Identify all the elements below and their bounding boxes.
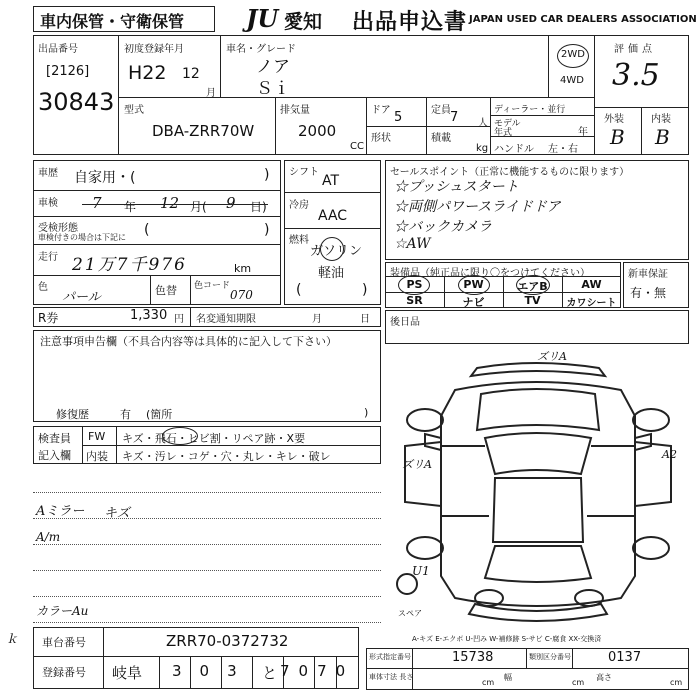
model-value: DBA-ZRR70W — [152, 122, 255, 140]
inspector-label-1: 検査員 — [38, 432, 71, 445]
model-year-unit: 年 — [578, 127, 588, 138]
mileage-label: 走行 — [38, 252, 58, 263]
ju-logo-mark: JU — [246, 4, 279, 33]
model-year-label: モデル年式 — [494, 119, 521, 138]
handwritten-note-mirror: Aミラー — [36, 504, 85, 519]
type-number: 15738 — [452, 650, 494, 665]
recycle-unit: 円 — [174, 314, 184, 325]
inspection-day: 9 — [226, 194, 236, 212]
car-grade: Ｓｉ — [256, 79, 290, 99]
color-value: パール — [62, 290, 101, 305]
height-label: 高さ — [596, 673, 612, 682]
drive-4wd: 4WD — [560, 75, 584, 86]
sales-point-1: ☆プッシュスタート — [394, 179, 519, 195]
storage-title-box — [33, 6, 215, 32]
shape-label: 形状 — [371, 133, 391, 144]
first-reg-label: 初度登録年月 — [124, 44, 184, 55]
handwritten-note-color: カラーAu — [36, 604, 89, 618]
color-label: 色 — [38, 282, 48, 293]
engine-label: 排気量 — [280, 105, 310, 116]
plate-label: 登録番号 — [42, 666, 86, 679]
warranty-label: 新車保証 — [628, 269, 668, 280]
shift-value: AT — [322, 173, 340, 189]
after-day-block — [385, 310, 689, 344]
plate-kana: と — [262, 664, 278, 682]
score-label: 評価点 — [614, 44, 656, 55]
recycle-label: R券 — [38, 311, 59, 325]
association-name: JAPAN USED CAR DEALERS ASSOCIATION — [469, 14, 697, 25]
repair-history-value: 有 — [120, 408, 131, 421]
sales-point-3: ☆バックカメラ — [394, 219, 492, 235]
spare-tire-label: スペア — [398, 609, 422, 618]
exterior-grade: B — [610, 125, 625, 149]
interior-items: キズ・汚レ・コゲ・穴・丸レ・キレ・破レ — [122, 450, 331, 463]
name-change-label: 名変通知期限 — [196, 314, 256, 325]
sales-points-label: セールスポイント（正常に機能するものに限ります） — [390, 167, 630, 178]
fuel-open: ( — [296, 282, 302, 298]
interior-grade: B — [655, 125, 670, 149]
class-number: 0137 — [608, 650, 642, 665]
diagram-note-bottom-left: U1 — [412, 564, 430, 578]
ac-value: AAC — [318, 208, 348, 224]
repair-place: (箇所 — [146, 408, 173, 421]
handwritten-note-k: ｋ — [6, 632, 19, 646]
plate-region: 岐阜 — [112, 664, 143, 682]
color-change-label: 色替 — [155, 284, 177, 297]
equip-pw-circle — [458, 275, 490, 295]
drive-2wd: 2WD — [561, 49, 585, 60]
first-reg-year: H22 — [128, 62, 167, 84]
inspection-month: 12 — [160, 194, 180, 212]
listing-number: 30843 — [38, 88, 115, 116]
equip-airbag-circle — [516, 275, 550, 295]
listing-bracket-number: [2126] — [46, 64, 90, 79]
interior-label: 内装 — [651, 114, 671, 125]
diagram-note-top: ズリA — [537, 350, 567, 363]
fuel-diesel: 軽油 — [318, 266, 345, 281]
after-day-label: 後日品 — [390, 317, 420, 328]
diagram-note-right: A2 — [662, 448, 677, 461]
fuel-gasoline: ガソリン — [310, 244, 363, 259]
ac-label: 冷房 — [289, 200, 309, 211]
engine-value: 2000 — [298, 122, 337, 140]
equip-aw: AW — [581, 278, 602, 291]
capacity-value: 7 — [450, 110, 459, 125]
fw-label: FW — [88, 430, 106, 443]
fw-items: キズ・飛石・ヒビ割・リペア跡・X要 — [122, 432, 306, 445]
inspector-label-2: 記入欄 — [38, 449, 71, 462]
equip-ps: PS — [406, 278, 423, 291]
inspection-year: 7 — [92, 194, 102, 212]
plate-number: 7070 — [280, 662, 355, 680]
car-name: ノア — [256, 57, 290, 77]
acceptance-close: ) — [264, 222, 270, 238]
handle-options: 左・右 — [548, 144, 578, 155]
shift-label: シフト — [289, 167, 319, 178]
plate-class: 303 — [172, 662, 255, 680]
sales-point-2: ☆両側パワースライドドア — [394, 199, 561, 215]
car-damage-diagram — [385, 346, 689, 642]
color-code: 070 — [230, 288, 253, 302]
width-unit: cm — [572, 678, 585, 687]
chassis-label: 車台番号 — [42, 636, 86, 649]
inspection-year-unit: 年 — [124, 200, 137, 214]
width-label: 幅 — [504, 673, 512, 682]
first-reg-month: 12 — [182, 66, 200, 82]
doors-value: 5 — [394, 110, 403, 125]
equip-sr: SR — [406, 294, 423, 307]
handwritten-note-scratch: キズ — [104, 506, 130, 521]
score-value: 3.5 — [612, 58, 660, 93]
class-number-label: 類別区分番号 — [529, 653, 571, 661]
load-label: 積載 — [431, 133, 451, 144]
acceptance-sub: 車検付きの場合は下記に — [38, 233, 126, 242]
first-reg-month-unit: 月 — [206, 88, 216, 99]
ju-logo-text: 愛知 — [284, 11, 323, 33]
form-title: 出品申込書 — [352, 10, 468, 35]
inspection-label: 車検 — [38, 198, 58, 209]
fw-chip-circle — [162, 427, 198, 445]
history-close: ) — [264, 167, 270, 183]
acceptance-label: 受検形態 — [38, 223, 78, 234]
equipment-label: 装備品（純正品に限り〇をつけてください） — [390, 268, 590, 279]
repair-close: ) — [364, 406, 369, 419]
load-unit: kg — [476, 143, 489, 154]
handle-label: ハンドル — [494, 144, 534, 155]
mileage-value: 21万7千976 — [72, 255, 187, 275]
equip-navi: ナビ — [462, 296, 485, 309]
dealer-label: ディーラー・並行 — [494, 105, 566, 115]
capacity-unit: 人 — [478, 118, 488, 129]
fuel-label: 燃料 — [289, 235, 309, 246]
capacity-label: 定員 — [431, 105, 451, 116]
type-number-label: 形式指定番号 — [369, 653, 411, 661]
handwritten-note-am: A/m — [36, 530, 61, 544]
damage-legend: A-キズ E-エクボ U-凹み W-補修跡 S-サビ C-腐食 XX-交換済 — [412, 635, 602, 643]
inspection-day-unit: 日) — [250, 200, 267, 214]
history-label: 車歴 — [38, 168, 58, 179]
storage-title: 車内保管・守衛保管 — [40, 12, 185, 31]
exterior-label: 外装 — [604, 114, 624, 125]
interior-inspect-label: 内装 — [86, 450, 108, 463]
engine-unit: CC — [350, 141, 364, 152]
notice-label: 注意事項申告欄（不具合内容等は具体的に記入して下さい） — [40, 335, 337, 348]
equip-pw: PW — [463, 278, 484, 291]
sales-point-4: ☆AW — [394, 236, 431, 252]
listing-number-label: 出品番号 — [38, 44, 78, 55]
repair-history-label: 修復歴 — [56, 408, 89, 421]
fuel-close: ) — [362, 282, 368, 298]
inspection-month-unit: 月( — [190, 200, 207, 214]
warranty-options: 有・無 — [630, 286, 667, 300]
height-unit: cm — [670, 678, 683, 687]
length-label: 車体寸法 長さ — [369, 673, 414, 681]
equip-airbag: エアB — [517, 280, 548, 293]
model-label: 型式 — [124, 105, 144, 116]
name-change-day: 日 — [360, 314, 370, 325]
equip-tv: TV — [524, 294, 541, 307]
history-value: 自家用・( — [74, 170, 136, 186]
length-unit: cm — [482, 678, 495, 687]
doors-label: ドア — [371, 105, 391, 116]
car-name-label: 車名・グレード — [226, 44, 296, 55]
color-code-label: 色コード — [194, 281, 231, 291]
name-change-month: 月 — [312, 314, 322, 325]
chassis-number: ZRR70-0372732 — [166, 632, 289, 650]
equip-leather-seat: カワシート — [566, 298, 617, 309]
acceptance-open: ( — [144, 222, 150, 238]
fuel-gasoline-circle — [320, 237, 344, 261]
mileage-unit: km — [234, 262, 252, 275]
equip-ps-circle — [398, 275, 430, 295]
diagram-note-left: ズリA — [402, 458, 432, 471]
recycle-amount: 1,330 — [130, 308, 168, 323]
